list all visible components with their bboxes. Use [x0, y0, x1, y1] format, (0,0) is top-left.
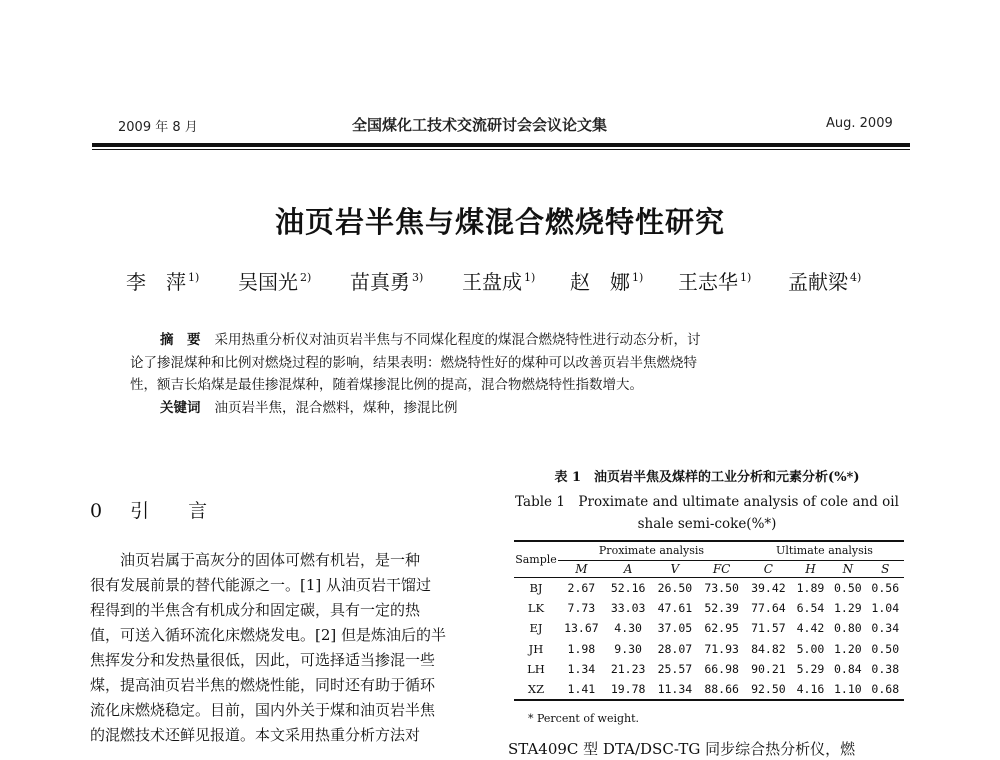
table-cell: 4.16 [792, 680, 829, 701]
table-cell: 66.98 [704, 662, 739, 677]
keywords: 油页岩半焦，混合燃料，煤种，掺混比例 [214, 399, 458, 416]
table-cell: 1.29 [834, 600, 862, 615]
header-rule-thick [92, 143, 910, 147]
table-cell: 88.66 [698, 680, 745, 701]
header-date-en: Aug. 2009 [826, 116, 893, 131]
keywords-line [130, 397, 875, 420]
table-cell: 4.42 [796, 621, 825, 636]
column-header: V [652, 560, 699, 577]
table-cell: 11.34 [652, 680, 699, 701]
table-row [514, 598, 904, 619]
table-row [514, 659, 904, 680]
author: 吴国光 $^{2)}$ [238, 270, 312, 294]
table-cell: 28.07 [657, 641, 693, 656]
author: 苗真勇 $^{3)}$ [350, 270, 424, 294]
sample-cell: XZ [514, 680, 558, 701]
right-column-text: STA409C 型 DTA/DSC-TG 同步综合热分析仪，燃 [508, 740, 856, 758]
author: 李 萍 $^{1)}$ [126, 270, 200, 294]
table-cell: 1.34 [567, 662, 596, 677]
table-cell: 7.73 [567, 600, 596, 615]
column-header: FC [698, 560, 745, 577]
table-cell: 0.80 [834, 621, 862, 636]
author: 孟献梁 $^{4)}$ [788, 270, 862, 294]
abstract-label: 摘 要 [160, 332, 201, 348]
table-cell: 6.54 [796, 600, 825, 615]
body-line: 程得到的半焦含有机成分和固定碳，具有一定的热 [90, 601, 421, 619]
paper-title: 油页岩半焦与煤混合燃烧特性研究 [274, 205, 725, 239]
author-list [126, 266, 886, 296]
table-cell: 33.03 [610, 600, 646, 615]
table-cell: 1.20 [834, 641, 862, 656]
header-rule-thin [92, 149, 910, 150]
body-line: 值，可送入循环流化床燃烧发电。[2] 但是炼油后的半 [90, 626, 447, 644]
table-cell: 26.50 [657, 580, 693, 595]
table-cell: 19.78 [605, 680, 652, 701]
table-cell: 52.39 [704, 600, 739, 615]
table-cell: 84.82 [751, 641, 786, 656]
table-cell: 9.30 [614, 641, 642, 656]
table-cell: 47.61 [657, 600, 693, 615]
column-header: C [745, 560, 792, 577]
table-cell: 77.64 [751, 600, 786, 615]
table-cell: 5.00 [796, 641, 825, 656]
table-row [514, 618, 904, 639]
section-heading: 0 引 言 [90, 500, 218, 522]
table-cell: 0.56 [871, 580, 900, 595]
sample-cell: JH [528, 641, 544, 656]
table-row [514, 577, 904, 598]
table-cell: 37.05 [657, 621, 693, 636]
table-cell: 1.41 [558, 680, 605, 701]
abstract-line: 性，额吉长焰煤是最佳掺混煤种，随着煤掺混比例的提高，混合物燃烧特性指数增大。 [130, 377, 643, 393]
column-header: A [605, 560, 652, 577]
table-caption-en: Table 1 Proximate and ultimate analysis of cole and oil shale semi-coke(%*) [515, 494, 899, 532]
table-cell: 73.50 [704, 580, 739, 595]
body-line: 很有发展前景的替代能源之一。[1] 从油页岩干馏过 [90, 576, 432, 594]
header-date: 2009 年 8 月 [118, 120, 198, 135]
table-row [514, 680, 904, 701]
body-text [90, 548, 487, 748]
abstract-line: 论了掺混煤种和比例对燃烧过程的影响，结果表明：燃烧特性好的煤种可以改善页岩半焦燃烧特 [130, 354, 697, 371]
table-caption-zh: 表 1 油页岩半焦及煤样的工业分析和元素分析(%*) [554, 470, 860, 485]
author: 王盘成 $^{1)}$ [462, 270, 536, 294]
sample-cell: BJ [529, 580, 543, 595]
table-cell: 1.89 [796, 580, 825, 595]
table-cell: 0.84 [834, 662, 862, 677]
table-cell: 21.23 [610, 662, 646, 677]
column-header: H [792, 560, 829, 577]
body-line: 煤，提高油页岩半焦的燃烧性能，同时还有助于循环 [90, 676, 436, 694]
body-line: 流化床燃烧稳定。目前，国内外关于煤和油页岩半焦 [90, 701, 436, 719]
table-cell: 5.29 [796, 662, 825, 677]
table-row [514, 639, 904, 660]
author: 王志华 $^{1)}$ [678, 270, 752, 294]
table-cell: 1.98 [567, 641, 596, 656]
column-header: N [829, 560, 866, 577]
column-header: M [558, 560, 605, 577]
table-cell: 39.42 [751, 580, 786, 595]
abstract-line: 摘 要 采用热重分析仪对油页岩半焦与不同煤化程度的煤混合燃烧特性进行动态分析，讨 [160, 332, 701, 348]
table-cell: 71.57 [751, 621, 786, 636]
table-cell: 52.16 [610, 580, 646, 595]
table-cell: 90.21 [751, 662, 786, 677]
sample-header: Sample [514, 541, 558, 577]
sample-cell: LH [527, 662, 545, 677]
table-cell: 71.93 [704, 641, 739, 656]
table-cell: 0.34 [871, 621, 900, 636]
column-header: S [867, 560, 904, 577]
body-line: 焦挥发分和发热量很低，因此，可选择适当掺混一些 [90, 651, 436, 669]
table-cell: 0.50 [834, 580, 862, 595]
abstract [130, 329, 875, 419]
ultimate-group-header: Ultimate analysis [745, 541, 904, 560]
table-cell: 25.57 [657, 662, 693, 677]
table-cell: 0.50 [871, 641, 900, 656]
table-cell: 62.95 [704, 621, 739, 636]
table-footnote: * Percent of weight. [528, 712, 640, 725]
author: 赵 娜 $^{1)}$ [570, 270, 644, 294]
keywords-label: 关键词 [160, 399, 201, 416]
table-cell: 1.04 [871, 600, 900, 615]
sample-cell: EJ [529, 621, 543, 636]
table-cell: 0.38 [871, 662, 900, 677]
body-line: 的混燃技术还鲜见报道。本文采用热重分析方法对 [90, 726, 421, 744]
header-proceedings-title: 全国煤化工技术交流研讨会会议论文集 [352, 116, 608, 134]
table-cell: 4.30 [614, 621, 642, 636]
table-cell: 1.10 [829, 680, 866, 701]
table-cell: 13.67 [564, 621, 599, 636]
body-line: 油页岩属于高灰分的固体可燃有机岩，是一种 [120, 551, 421, 569]
sample-cell: LK [527, 600, 545, 615]
table-cell: 0.68 [867, 680, 904, 701]
table-cell: 2.67 [567, 580, 596, 595]
analysis-table [514, 540, 904, 701]
proximate-group-header: Proximate analysis [558, 541, 745, 560]
table-cell: 92.50 [745, 680, 792, 701]
